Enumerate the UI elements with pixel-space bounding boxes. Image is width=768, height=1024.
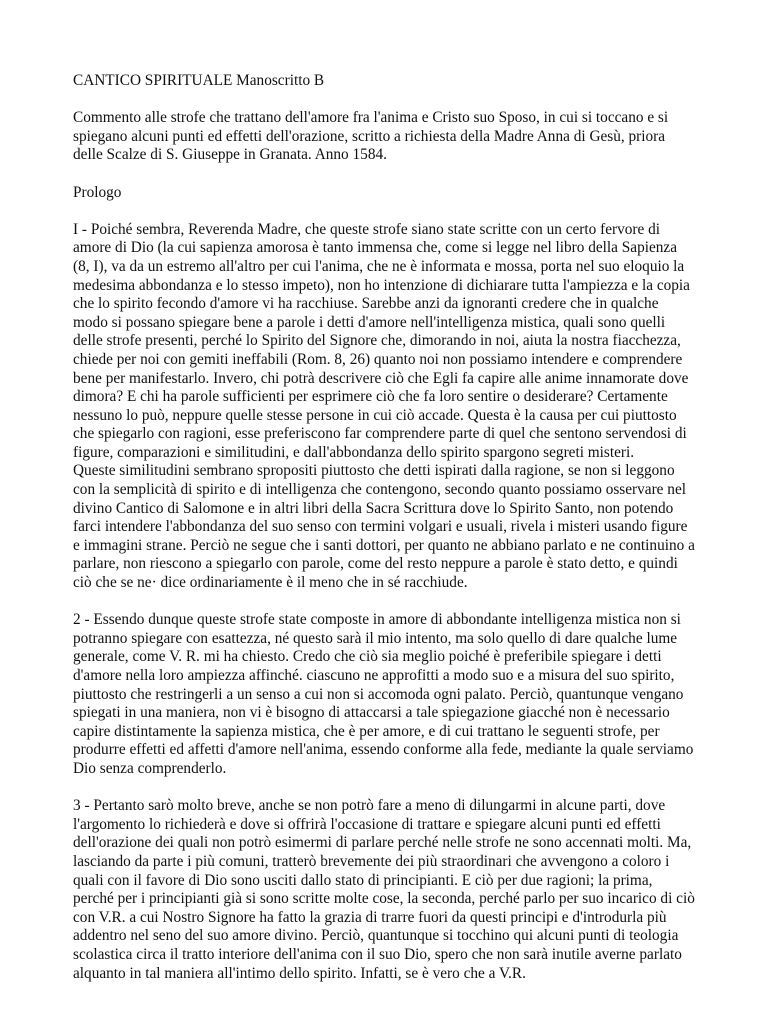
spacer — [73, 202, 697, 221]
document-intro: Commento alle strofe che trattano dell'amore fra l'anima e Cristo suo Sposo, in cui si toccano e si spiegano alcuni punti ed effetti dell'orazione, scritto a richiesta della Madre Anna di Gesù, priora delle Scalze di S. Giuseppe in Granata. Anno 1584. — [73, 109, 669, 164]
document-page — [73, 72, 697, 983]
section-heading: Prologo — [73, 183, 122, 201]
paragraph-3: 3 - Pertanto sarò molto breve, anche se non potrò fare a meno di dilungarmi in alcune parti, dove l'argomento lo richiederà e dove si offrirà l'occasione di trattare e spiegare alcuni punti ed effetti dell'orazione dei quali non potrò esimermi di parlare perché nelle strofe ne sono accennati molti. Ma, lasciando da parte i più comuni, tratterò brevemente dei più straordinari che avvengono a coloro i quali con il favore di Dio sono usciti dallo stato di principianti. E ciò per due ragioni; la prima, perché per i principianti già si sono scritte molte cose, la seconda, perché parlo per suo incarico di ciò con V.R. a cui Nostro Signore ha fatto la grazia di trarre fuori da questi principi e d'introdurla più addentro nel seno del suo amore divino. Perciò, quantunque si tocchino qui alcuni punti di teologia scolastica circa il tratto interiore dell'anima con il suo Dio, spero che non sarà inutile averne parlato alquanto in tal maniera all'intimo dello spirito. Infatti, se è vero che a V.R. — [73, 797, 695, 982]
paragraph-1-continued: Queste similitudini sembrano spropositi piuttosto che detti ispirati dalla ragione, se non si leggono con la semplicità di spirito e di intelligenza che contengono, secondo quanto possiamo osservare nel divino Cantico di Salomone e in altri libri della Sacra Scrittura dove lo Spirito Santo, non potendo farci intendere l'abbondanza del suo senso con termini volgari e usuali, rivela i misteri usando figure e immagini strane. Perciò ne segue che i santi dottori, per quanto ne abbiano parlato e ne continuino a parlare, non riescono a spiegarlo con parole, come del resto neppure a parole è stato detto, e quindi ciò che se ne· dice ordinariamente è il meno che in sé racchiude. — [73, 462, 695, 592]
spacer — [73, 165, 697, 184]
spacer — [73, 779, 697, 798]
spacer — [73, 91, 697, 110]
document-title: CANTICO SPIRITUALE Manoscritto B — [73, 72, 325, 89]
paragraph-2: 2 - Essendo dunque queste strofe state composte in amore di abbondante intelligenza mistica non si potranno spiegare con esattezza, né questo sarà il mio intento, ma solo quello di dare qualche lume generale, come V. R. mi ha chiesto. Credo che ciò sia meglio poiché è preferibile spiegare i detti d'amore nella loro ampiezza affinché. ciascuno ne approfitti a modo suo e a misura del suo spirito, piuttosto che restringerli a un senso a cui non si accomoda ogni palato. Perciò, quantunque vengano spiegati in una maniera, non vi è bisogno di attaccarsi a tale spiegazione giacché non è necessario capire distintamente la sapienza mistica, che è per amore, e di cui trattano le seguenti strofe, per produrre effetti ed affetti d'amore nell'anima, essendo conforme alla fede, mediante la quale serviamo Dio senza comprenderlo. — [73, 611, 694, 777]
spacer — [73, 593, 697, 612]
paragraph-1: I - Poiché sembra, Reverenda Madre, che queste strofe siano state scritte con un certo fervore di amore di Dio (la cui sapienza amorosa è tanto immensa che, come si legge nel libro della Sapienza (8, I), va da un estremo all'altro per cui l'anima, che ne è informata e mossa, porta nel suo eloquio la medesima abbondanza e lo stesso impeto), non ho intenzione di dichiarare tutta l'ampiezza e la copia che lo spirito fecondo d'amore vi ha racchiuse. Sarebbe anzi da ignoranti credere che in qualche modo si possano spiegare bene a parole i detti d'amore nell'intelligenza mistica, quali sono quelli delle strofe presenti, perché lo Spirito del Signore che, dimorando in noi, aiuta la nostra fiacchezza, chiede per noi con gemiti ineffabili (Rom. 8, 26) quanto noi non possiamo intendere e comprendere bene per manifestarlo. Invero, chi potrà descrivere ciò che Egli fa capire alle anime innamorate dove dimora? E chi ha parole sufficienti per esprimere ciò che fa loro sentire o desiderare? Certamente nessuno lo può, neppure quelle stesse persone in cui ciò accade. Questa è la causa per cui piuttosto che spiegarlo con ragioni, esse preferiscono far comprendere parte di quel che sentono servendosi di figure, comparazioni e similitudini, e dall'abbondanza dello spirito spargono segreti misteri. — [73, 220, 690, 461]
